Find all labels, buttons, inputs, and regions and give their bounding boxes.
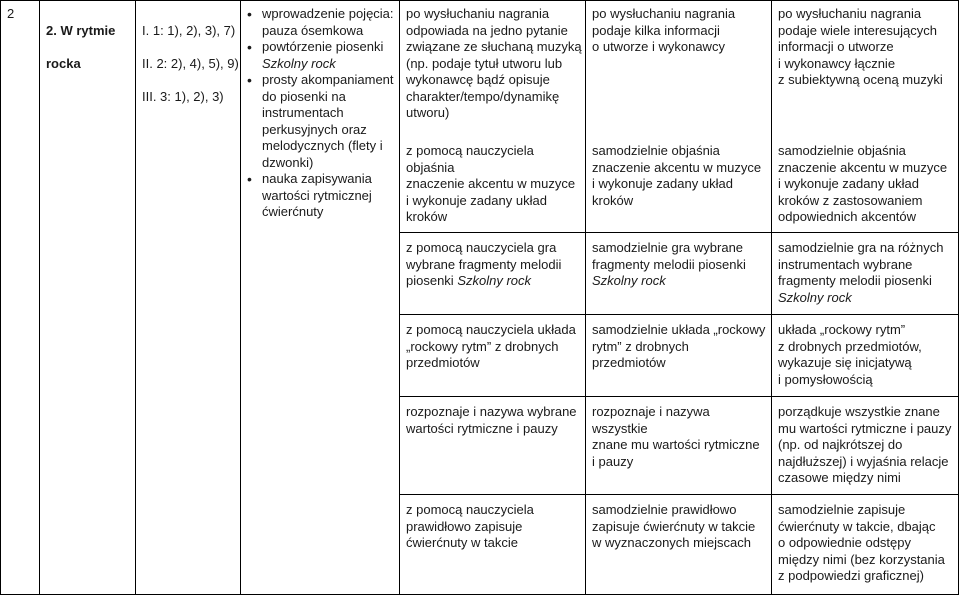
curriculum-ref: I. 1: 1), 2), 3), 7) [142, 22, 236, 38]
content-list [244, 6, 396, 221]
table-border-bottom [0, 594, 959, 595]
requirement-text: samodzielnie gra wybrane fragmenty melodii piosenki [592, 240, 746, 272]
lesson-title-line: rocka [46, 55, 81, 71]
requirement-advanced: samodzielnie zapisuje ćwierćnuty w takcie, dbając o odpowiednie odstępy między nimi (bez korzystania z podpowiedzi graficznej) [778, 502, 945, 583]
requirement-extended: samodzielnie prawidłowo zapisuje ćwierćnuty w takcie w wyznaczonych miejscach [592, 502, 756, 550]
column-divider [399, 0, 400, 595]
content-item-text: pauza ósemkowa [262, 22, 364, 38]
requirement-basic: z pomocą nauczyciela objaśnia znaczenie akcentu w muzyce i wykonuje zadany układ kroków [406, 143, 576, 224]
requirement-basic: z pomocą nauczyciela prawidłowo zapisuje ćwierćnuty w takcie [406, 502, 534, 550]
content-item [244, 72, 396, 171]
table-border-left [0, 0, 1, 595]
row-divider [399, 396, 959, 397]
curriculum-ref: III. 3: 1), 2), 3) [142, 88, 224, 104]
content-item-text: nauka zapisywania wartości rytmicznej [262, 171, 372, 203]
column-divider [585, 0, 586, 595]
column-divider [771, 0, 772, 595]
requirement-extended [592, 240, 768, 290]
requirement-extended: rozpoznaje i nazywa wszystkie znane mu wartości rytmiczne i pauzy [592, 404, 760, 469]
requirement-extended: po wysłuchaniu nagrania podaje kilka informacji o utworze i wykonawcy [592, 6, 736, 54]
requirement-basic: rozpoznaje i nazywa wybrane wartości rytmiczne i pauzy [406, 404, 577, 436]
content-item-text: prosty akompaniament do piosenki na instrumentach perkusyjnych oraz melodycznych (flety i dzwonki) [262, 72, 394, 170]
requirement-advanced [778, 240, 956, 306]
content-item-text: • powtórzenie piosenki [262, 39, 384, 54]
requirement-advanced: po wysłuchaniu nagrania podaje wiele interesujących informacji o utworze i wykonawcy łącznie z subiektywną oceną muzyki [778, 6, 943, 87]
requirement-extended: samodzielnie objaśnia znaczenie akcentu w muzyce i wykonuje zadany układ kroków [592, 143, 762, 208]
requirement-text: z pomocą nauczyciela gra wybrane fragmenty melodii piosenki [406, 240, 562, 288]
song-title: Szkolny rock [778, 289, 852, 305]
song-title: Szkolny rock [457, 273, 532, 288]
content-item-text: ćwierćnuty [262, 204, 324, 219]
curriculum-refs [142, 6, 240, 122]
requirement-extended: samodzielnie układa „rockowy rytm” z drobnych przedmiotów [592, 322, 766, 370]
requirement-text: samodzielnie gra na różnych instrumentach wybrane fragmenty melodii piosenki [778, 240, 944, 288]
content-item [244, 39, 396, 72]
curriculum-ref: II. 2: 2), 4), 5), 9) [142, 55, 239, 71]
lesson-content [244, 6, 396, 221]
song-title: Szkolny rock [592, 273, 666, 288]
content-item [244, 171, 396, 221]
content-item [244, 6, 396, 39]
table-border-top [0, 0, 959, 1]
content-item-text: • wprowadzenie pojęcia: [262, 6, 394, 21]
requirement-basic: z pomocą nauczyciela układa „rockowy rytm” z drobnych przedmiotów [406, 322, 576, 370]
requirement-advanced: układa „rockowy rytm” z drobnych przedmiotów, wykazuje się inicjatywą i pomysłowością [778, 322, 922, 387]
requirement-basic [406, 240, 582, 290]
lesson-title-line: 2. W rytmie [46, 22, 116, 38]
requirement-advanced: samodzielnie objaśnia znaczenie akcentu w muzyce i wykonuje zadany układ kroków z zastosowaniem odpowiednich akcentów [778, 143, 948, 224]
requirement-basic: po wysłuchaniu nagrania odpowiada na jedno pytanie związane ze słuchaną muzyką (np. podaje tytuł utworu lub wykonawcę bądź opisuje charakter/tempo/dynamikę utworu) [406, 6, 582, 120]
requirement-advanced: porządkuje wszystkie znane mu wartości rytmiczne i pauzy (np. od najkrótszej do najdłuższej) i wyjaśnia relacje czasowe między nimi [778, 404, 952, 485]
lesson-number: 2 [7, 6, 15, 21]
row-divider [399, 314, 959, 315]
song-title: Szkolny rock [262, 55, 336, 71]
row-divider [399, 232, 959, 233]
column-divider [240, 0, 241, 595]
column-divider [39, 0, 40, 595]
lesson-title [46, 6, 134, 89]
row-divider [399, 494, 959, 495]
column-divider [135, 0, 136, 595]
